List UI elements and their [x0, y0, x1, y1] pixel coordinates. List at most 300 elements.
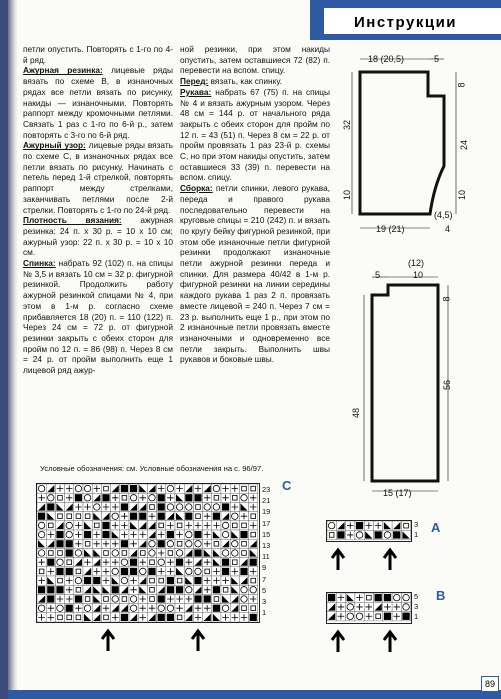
chart-symbol [230, 558, 239, 567]
chart-symbol [383, 593, 392, 602]
chart-symbol [120, 576, 129, 585]
chart-symbol [138, 539, 147, 548]
chart-symbol [74, 558, 83, 567]
chart-b-label: B [436, 588, 446, 603]
chart-symbol [184, 558, 193, 567]
body-waist-note: (4,5) [434, 210, 453, 220]
chart-symbol [65, 558, 74, 567]
chart-a-grid [327, 521, 411, 541]
chart-symbol [55, 484, 64, 493]
chart-symbol [175, 539, 184, 548]
chart-symbol [138, 558, 147, 567]
chart-c-row-number: 5 [262, 585, 267, 595]
chart-symbol [203, 594, 212, 603]
chart-symbol [355, 612, 364, 621]
chart-symbol [221, 613, 230, 622]
chart-symbol [37, 502, 46, 511]
chart-symbol [230, 502, 239, 511]
chart-symbol [193, 521, 202, 530]
chart-symbol [249, 567, 258, 576]
chart-symbol [65, 530, 74, 539]
chart-symbol [157, 576, 166, 585]
chart-symbol [120, 502, 129, 511]
text-column-right [180, 44, 330, 365]
chart-symbol [175, 613, 184, 622]
chart-symbol [101, 484, 110, 493]
body-side-height: 24 [459, 139, 470, 151]
chart-symbol [346, 530, 355, 539]
chart-symbol [221, 493, 230, 502]
chart-symbol [65, 613, 74, 622]
chart-symbol [203, 512, 212, 521]
chart-symbol [157, 604, 166, 613]
chart-symbol [374, 602, 383, 611]
chart-symbol [327, 612, 336, 621]
chart-symbol [37, 548, 46, 557]
chart-symbol [65, 502, 74, 511]
arrow-up-icon [332, 632, 344, 652]
chart-symbol [83, 521, 92, 530]
chart-symbol [392, 521, 401, 530]
chart-symbol [249, 604, 258, 613]
chart-symbol [65, 585, 74, 594]
chart-symbol [138, 594, 147, 603]
chart-symbol [212, 530, 221, 539]
chart-symbol [184, 484, 193, 493]
page-number: 89 [481, 676, 499, 692]
chart-symbol [203, 521, 212, 530]
chart-symbol [355, 602, 364, 611]
chart-symbol [55, 576, 64, 585]
knitting-chart-c [36, 483, 260, 623]
chart-symbol [249, 502, 258, 511]
chart-a-label: A [431, 520, 441, 535]
chart-symbol [212, 521, 221, 530]
chart-symbol [175, 604, 184, 613]
chart-b-row-1: 1 [414, 612, 419, 621]
chart-symbol [37, 530, 46, 539]
chart-symbol [175, 558, 184, 567]
chart-symbol [175, 576, 184, 585]
chart-symbol [374, 612, 383, 621]
chart-symbol [157, 502, 166, 511]
chart-symbol [239, 512, 248, 521]
chart-symbol [46, 493, 55, 502]
chart-symbol [55, 512, 64, 521]
chart-symbol [184, 539, 193, 548]
body-top-right: 5 [434, 54, 440, 64]
chart-symbol [138, 502, 147, 511]
chart-symbol [111, 604, 120, 613]
chart-symbol [129, 613, 138, 622]
chart-c-row-number: 13 [262, 541, 271, 550]
chart-symbol [249, 484, 258, 493]
chart-symbol [212, 484, 221, 493]
chart-symbol [74, 493, 83, 502]
front-text: вязать, как спинку. [210, 76, 282, 87]
chart-symbol [157, 548, 166, 557]
chart-symbol [249, 613, 258, 622]
chart-symbol [147, 576, 156, 585]
chart-symbol [129, 493, 138, 502]
chart-symbol [221, 548, 230, 557]
chart-symbol [37, 512, 46, 521]
chart-symbol [120, 512, 129, 521]
chart-symbol [120, 613, 129, 622]
chart-symbol [138, 604, 147, 613]
chart-c-row-number: 1 [262, 608, 267, 618]
chart-symbol [166, 604, 175, 613]
chart-symbol [111, 558, 120, 567]
chart-c-row-number: 23 [262, 485, 271, 494]
chart-symbol [336, 530, 345, 539]
chart-symbol [157, 613, 166, 622]
chart-symbol [249, 558, 258, 567]
chart-symbol [92, 576, 101, 585]
chart-symbol [37, 613, 46, 622]
chart-symbol [392, 530, 401, 539]
chart-symbol [129, 594, 138, 603]
chart-symbol [193, 512, 202, 521]
chart-symbol [212, 567, 221, 576]
chart-symbol [111, 521, 120, 530]
chart-symbol [364, 593, 373, 602]
chart-symbol [157, 512, 166, 521]
chart-symbol [175, 512, 184, 521]
openwork-rib-text: лицевые ряды вязать по схеме В, в изнаночных рядах все петли вязать по рисунку, накиды — изнаночными. Повторять раппорт между кромочными петлями. Связать 1 раз с 1-го по 6-й р., затем повторять с 3-го по 6-й ряд. [23, 65, 174, 140]
chart-symbol [184, 512, 193, 521]
chart-symbol [157, 493, 166, 502]
chart-symbol [138, 548, 147, 557]
chart-symbol [46, 539, 55, 548]
chart-a-row-3: 3 [414, 520, 419, 529]
body-total-height: 32 [342, 119, 353, 131]
chart-symbol [212, 604, 221, 613]
chart-symbol [111, 484, 120, 493]
chart-symbol [55, 530, 64, 539]
chart-symbol [193, 576, 202, 585]
chart-c-row-number: 15 [262, 529, 271, 539]
chart-symbol [92, 530, 101, 539]
chart-symbol [92, 585, 101, 594]
chart-symbol [46, 567, 55, 576]
chart-symbol [37, 604, 46, 613]
chart-symbol [138, 613, 147, 622]
chart-symbol [175, 502, 184, 511]
chart-symbol [239, 558, 248, 567]
chart-symbol [92, 521, 101, 530]
chart-symbol [111, 493, 120, 502]
chart-symbol [239, 493, 248, 502]
sleeve-bottom-width: 15 (17) [383, 488, 412, 498]
chart-symbol [230, 604, 239, 613]
chart-symbol [74, 585, 83, 594]
sleeve-total-length: 56 [442, 379, 453, 391]
chart-symbol [147, 530, 156, 539]
body-armhole-height: 8 [456, 82, 467, 88]
chart-symbol [221, 484, 230, 493]
chart-symbol [138, 530, 147, 539]
chart-symbol [147, 539, 156, 548]
chart-symbol [55, 585, 64, 594]
chart-symbol [101, 493, 110, 502]
chart-symbol [184, 548, 193, 557]
chart-symbol [166, 567, 175, 576]
sleeve-top-right: 10 [413, 270, 424, 280]
chart-b-arrows [326, 626, 410, 656]
chart-symbol [239, 585, 248, 594]
chart-symbol [203, 539, 212, 548]
chart-symbol [221, 604, 230, 613]
chart-symbol [65, 512, 74, 521]
sleeve-top-left: 5 [375, 270, 381, 280]
chart-symbol [193, 567, 202, 576]
chart-symbol [92, 604, 101, 613]
chart-symbol [101, 594, 110, 603]
section-header [310, 0, 501, 40]
chart-symbol [221, 558, 230, 567]
chart-symbol [111, 585, 120, 594]
chart-symbol [147, 585, 156, 594]
page-bottom-bar [8, 690, 501, 699]
chart-symbol [249, 512, 258, 521]
chart-symbol [83, 558, 92, 567]
chart-c-grid [37, 484, 259, 622]
chart-symbol [147, 613, 156, 622]
chart-symbol [37, 567, 46, 576]
chart-symbol [175, 548, 184, 557]
sleeve-top-paren: (12) [408, 258, 425, 268]
chart-symbol [147, 558, 156, 567]
chart-symbol [374, 593, 383, 602]
chart-symbol [401, 521, 410, 530]
chart-symbol [147, 484, 156, 493]
chart-symbol [166, 512, 175, 521]
chart-symbol [138, 567, 147, 576]
chart-symbol [101, 558, 110, 567]
chart-symbol [184, 585, 193, 594]
chart-c-row-number: 9 [262, 563, 267, 573]
chart-symbol [239, 576, 248, 585]
chart-symbol [239, 539, 248, 548]
chart-symbol [37, 576, 46, 585]
chart-symbol [101, 539, 110, 548]
knitting-chart-b [326, 592, 412, 624]
chart-symbol [221, 521, 230, 530]
chart-symbol [101, 613, 110, 622]
chart-symbol [184, 567, 193, 576]
sleeve-text: набрать 67 (75) п. на спицы № 4 и вязать ажурным узором. Через 48 см = 144 р. от начального ряда закрыть с обеих сторон для пройм по 12 п. = 43 (51) п. Через 8 см = 22 р. от пройм провязать 1 раз 23-й р. схемы С, но при этом накиды опустить, затем оставшиеся 33 (39) п. перевести на вспом. спицу. [180, 86, 330, 183]
chart-symbol [184, 594, 193, 603]
body-rib-left: 10 [342, 189, 353, 201]
chart-symbol [101, 502, 110, 511]
back-title: Спинка: [23, 258, 56, 269]
chart-symbol [74, 576, 83, 585]
chart-c-row-number: 21 [262, 496, 271, 506]
sleeve-title: Рукава: [180, 86, 212, 97]
chart-symbol [193, 484, 202, 493]
chart-symbol [92, 493, 101, 502]
chart-symbol [157, 530, 166, 539]
chart-symbol [37, 585, 46, 594]
chart-symbol [249, 539, 258, 548]
chart-symbol [383, 602, 392, 611]
chart-symbol [65, 604, 74, 613]
front-title: Перед: [180, 76, 209, 87]
chart-symbol [336, 612, 345, 621]
chart-symbol [120, 567, 129, 576]
chart-symbol [346, 593, 355, 602]
chart-symbol [83, 548, 92, 557]
chart-symbol [249, 521, 258, 530]
chart-symbol [37, 539, 46, 548]
openwork-pattern-title: Ажурный узор: [23, 140, 86, 151]
body-top-width: 18 (20,5) [368, 54, 405, 64]
density-title: Плотность вязания: [23, 215, 122, 226]
chart-symbol [83, 576, 92, 585]
chart-symbol [166, 585, 175, 594]
chart-symbol [74, 512, 83, 521]
chart-c-row-number: 19 [262, 507, 271, 517]
knitting-chart-a [326, 520, 412, 542]
chart-symbol [138, 585, 147, 594]
chart-symbol [74, 484, 83, 493]
chart-symbol [355, 593, 364, 602]
chart-a-row-1: 1 [414, 530, 419, 539]
chart-symbol [92, 502, 101, 511]
chart-symbol [101, 576, 110, 585]
chart-symbol [129, 539, 138, 548]
chart-symbol [221, 585, 230, 594]
chart-symbol [65, 493, 74, 502]
chart-symbol [184, 576, 193, 585]
chart-symbol [230, 548, 239, 557]
arrow-up-icon [332, 550, 344, 570]
chart-symbol [65, 567, 74, 576]
chart-symbol [166, 521, 175, 530]
chart-symbol [129, 558, 138, 567]
chart-symbol [157, 594, 166, 603]
chart-symbol [166, 548, 175, 557]
chart-symbol [364, 521, 373, 530]
chart-c-row-number: 11 [262, 552, 270, 562]
chart-symbol [336, 521, 345, 530]
chart-symbol [55, 567, 64, 576]
sleeve-length: 48 [351, 407, 362, 419]
chart-symbol [46, 594, 55, 603]
chart-symbol [221, 576, 230, 585]
chart-symbol [221, 539, 230, 548]
chart-symbol [239, 594, 248, 603]
chart-symbol [55, 539, 64, 548]
chart-symbol [120, 484, 129, 493]
page-spine [8, 0, 18, 699]
chart-symbol [111, 539, 120, 548]
chart-symbol [212, 576, 221, 585]
chart-symbol [230, 539, 239, 548]
chart-symbol [230, 530, 239, 539]
chart-symbol [166, 493, 175, 502]
chart-symbol [55, 594, 64, 603]
chart-symbol [120, 548, 129, 557]
chart-c-row-number: 17 [262, 518, 271, 528]
arrow-up-icon [192, 631, 204, 651]
chart-symbol [83, 613, 92, 622]
chart-symbol [239, 521, 248, 530]
chart-symbol [55, 493, 64, 502]
chart-symbol [65, 521, 74, 530]
openwork-rib-title: Ажурная резинка: [23, 65, 103, 76]
chart-symbol [65, 484, 74, 493]
chart-symbol [193, 558, 202, 567]
back-text-cont: ной резинки, при этом накиды опустить, затем оставшиеся 72 (82) п. перевести на вспом. спицу. [180, 44, 330, 76]
chart-symbol [46, 502, 55, 511]
chart-symbol [336, 593, 345, 602]
chart-symbol [175, 585, 184, 594]
chart-symbol [327, 530, 336, 539]
chart-symbol [193, 594, 202, 603]
chart-symbol [193, 604, 202, 613]
chart-symbol [111, 548, 120, 557]
chart-symbol [346, 521, 355, 530]
chart-symbol [46, 484, 55, 493]
chart-symbol [37, 594, 46, 603]
chart-symbol [83, 539, 92, 548]
chart-symbol [74, 613, 83, 622]
chart-symbol [46, 558, 55, 567]
section-title: Инструкции [354, 14, 458, 31]
sleeve-cap-height: 8 [441, 296, 452, 302]
chart-symbol [120, 530, 129, 539]
chart-symbol [74, 594, 83, 603]
chart-symbol [175, 567, 184, 576]
chart-symbol [175, 530, 184, 539]
chart-b-row-3: 3 [414, 602, 419, 611]
openwork-pattern-text: лицевые ряды вязать по схеме С, в изнаночных рядах все петли вязать по рисунку. Начинать с петель перед 1-й стрелкой, повторять раппорт между стрелками, заканчивать петлями после 2-й стрелки. Повторять с 1-го по 24-й ряд. [23, 140, 173, 215]
chart-symbol [83, 567, 92, 576]
chart-symbol [203, 530, 212, 539]
chart-symbol [111, 576, 120, 585]
chart-symbol [239, 567, 248, 576]
chart-symbol [129, 530, 138, 539]
chart-symbol [120, 521, 129, 530]
chart-symbol [230, 512, 239, 521]
chart-symbol [138, 484, 147, 493]
chart-symbol [138, 512, 147, 521]
chart-symbol [157, 539, 166, 548]
chart-symbol [230, 521, 239, 530]
chart-symbol [120, 585, 129, 594]
chart-symbol [249, 530, 258, 539]
chart-symbol [37, 558, 46, 567]
chart-symbol [230, 567, 239, 576]
chart-symbol [157, 567, 166, 576]
chart-symbol [37, 484, 46, 493]
chart-symbol [157, 521, 166, 530]
chart-symbol [401, 612, 410, 621]
chart-c-label: C [282, 478, 292, 493]
chart-symbol [374, 521, 383, 530]
chart-symbol [120, 594, 129, 603]
chart-b-row-5: 5 [414, 592, 419, 601]
chart-symbol [203, 585, 212, 594]
chart-symbol [65, 594, 74, 603]
chart-symbol [392, 593, 401, 602]
chart-symbol [401, 602, 410, 611]
chart-b-grid [327, 593, 411, 623]
chart-symbol [46, 604, 55, 613]
chart-symbol [65, 539, 74, 548]
